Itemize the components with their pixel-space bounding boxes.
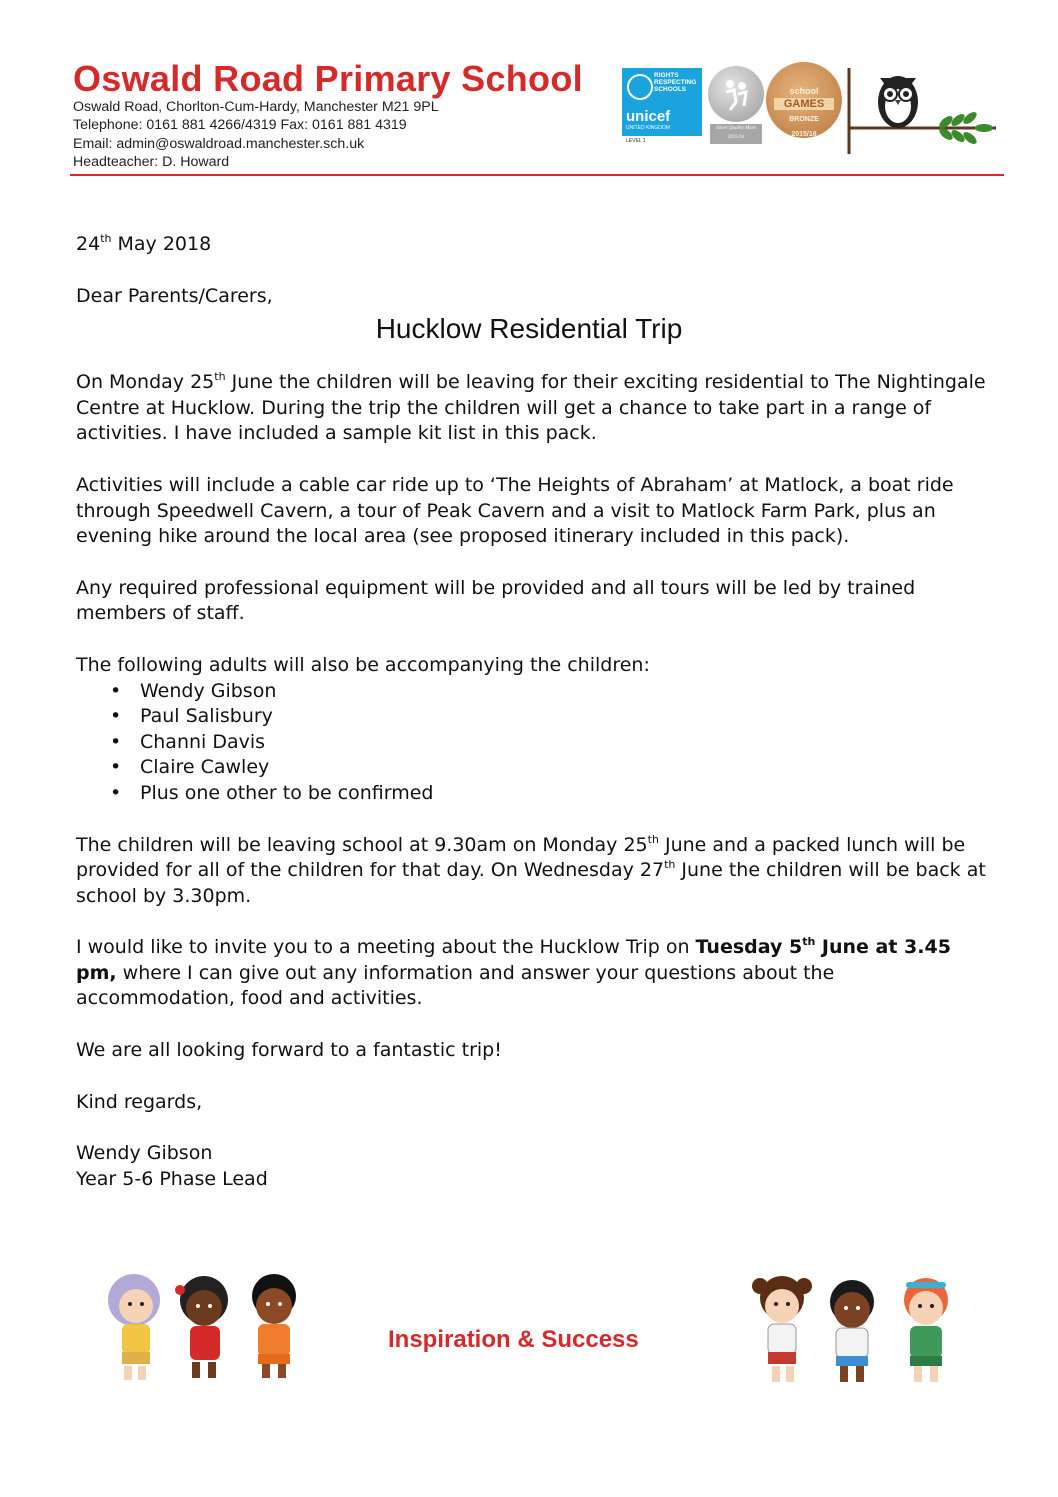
figures-icon xyxy=(708,66,764,122)
games-line2: GAMES xyxy=(774,98,834,110)
list-item: • Wendy Gibson xyxy=(76,679,988,705)
signer-role: Year 5-6 Phase Lead xyxy=(76,1167,268,1190)
letterhead xyxy=(70,58,1004,178)
list-item: • Plus one other to be confirmed xyxy=(76,781,988,807)
signer-name: Wendy Gibson xyxy=(76,1142,213,1165)
paragraph-adults-intro: The following adults will also be accompanying the children: xyxy=(76,653,650,676)
list-item: • Channi Davis xyxy=(76,730,988,756)
unicef-level: LEVEL 1 xyxy=(626,138,646,144)
header-divider xyxy=(70,174,1004,176)
school-games-text xyxy=(770,84,838,141)
paragraph-closing-line: We are all looking forward to a fantastic trip! xyxy=(76,1039,502,1062)
letter-date: 24th May 2018 xyxy=(76,232,212,255)
children-illustration-left xyxy=(98,1266,312,1384)
letter-title: Hucklow Residential Trip xyxy=(375,313,683,344)
letter-body xyxy=(76,232,988,1192)
list-item: • Paul Salisbury xyxy=(76,704,988,730)
paragraph-equipment: Any required professional equipment will be provided and all tours will be led by trained members of staff. xyxy=(76,576,916,625)
children-illustration-right xyxy=(748,1268,968,1388)
headteacher: Headteacher: D. Howard xyxy=(73,154,230,171)
phone: Telephone: 0161 881 4266/4319 Fax: 0161 881 4319 xyxy=(73,117,407,134)
unicef-top-text: RIGHTS RESPECTING SCHOOLS xyxy=(654,72,697,93)
silver-quality-label: Silver Quality Mark 2015/16 xyxy=(710,124,762,144)
paragraph-intro: On Monday 25th June the children will be leaving for their exciting residential to The Nightingale Centre at Hucklow. During the trip the children will get a chance to take part in a range of activities. I have included a sample kit list in this pack. xyxy=(76,370,986,445)
paragraph-schedule: The children will be leaving school at 9.30am on Monday 25th June and a packed lunch will be provided for all of the children for that day. On Wednesday 27th June the children will be back at school by 3.30pm. xyxy=(76,832,986,907)
paragraph-activities: Activities will include a cable car ride up to ‘The Heights of Abraham’ at Matlock, a boat ride through Speedwell Cavern, a tour of Peak Cavern and a visit to Matlock Farm Park, plus an evening hike around the local area (see proposed itinerary included in this pack). xyxy=(76,473,954,548)
unicef-rights-respecting-logo xyxy=(622,68,702,136)
list-item: • Claire Cawley xyxy=(76,755,988,781)
globe-icon xyxy=(627,74,653,100)
address: Oswald Road, Chorlton-Cum-Hardy, Manchester M21 9PL xyxy=(73,99,439,115)
school-motto: Inspiration & Success xyxy=(388,1326,639,1353)
owl-branch-logo xyxy=(846,64,1006,154)
games-line3: BRONZE xyxy=(789,116,819,123)
school-name: Oswald Road Primary School xyxy=(73,58,583,99)
email: Email: admin@oswaldroad.manchester.sch.uk xyxy=(73,135,365,152)
paragraph-meeting: I would like to invite you to a meeting about the Hucklow Trip on Tuesday 5th June at 3.45 pm, where I can give out any information and answer your questions about the accommodation, food and activities. xyxy=(76,935,951,1010)
unicef-sub: UNITED KINGDOM xyxy=(626,125,670,131)
games-year: 2015/16 xyxy=(791,131,817,138)
silver-quality-mark-logo xyxy=(708,66,764,122)
adults-list xyxy=(76,679,988,807)
closing: Kind regards, xyxy=(76,1090,203,1113)
contact-block xyxy=(73,98,439,172)
unicef-name: unicef xyxy=(626,108,671,125)
games-line1: school xyxy=(789,86,819,96)
salutation: Dear Parents/Carers, xyxy=(76,284,273,307)
